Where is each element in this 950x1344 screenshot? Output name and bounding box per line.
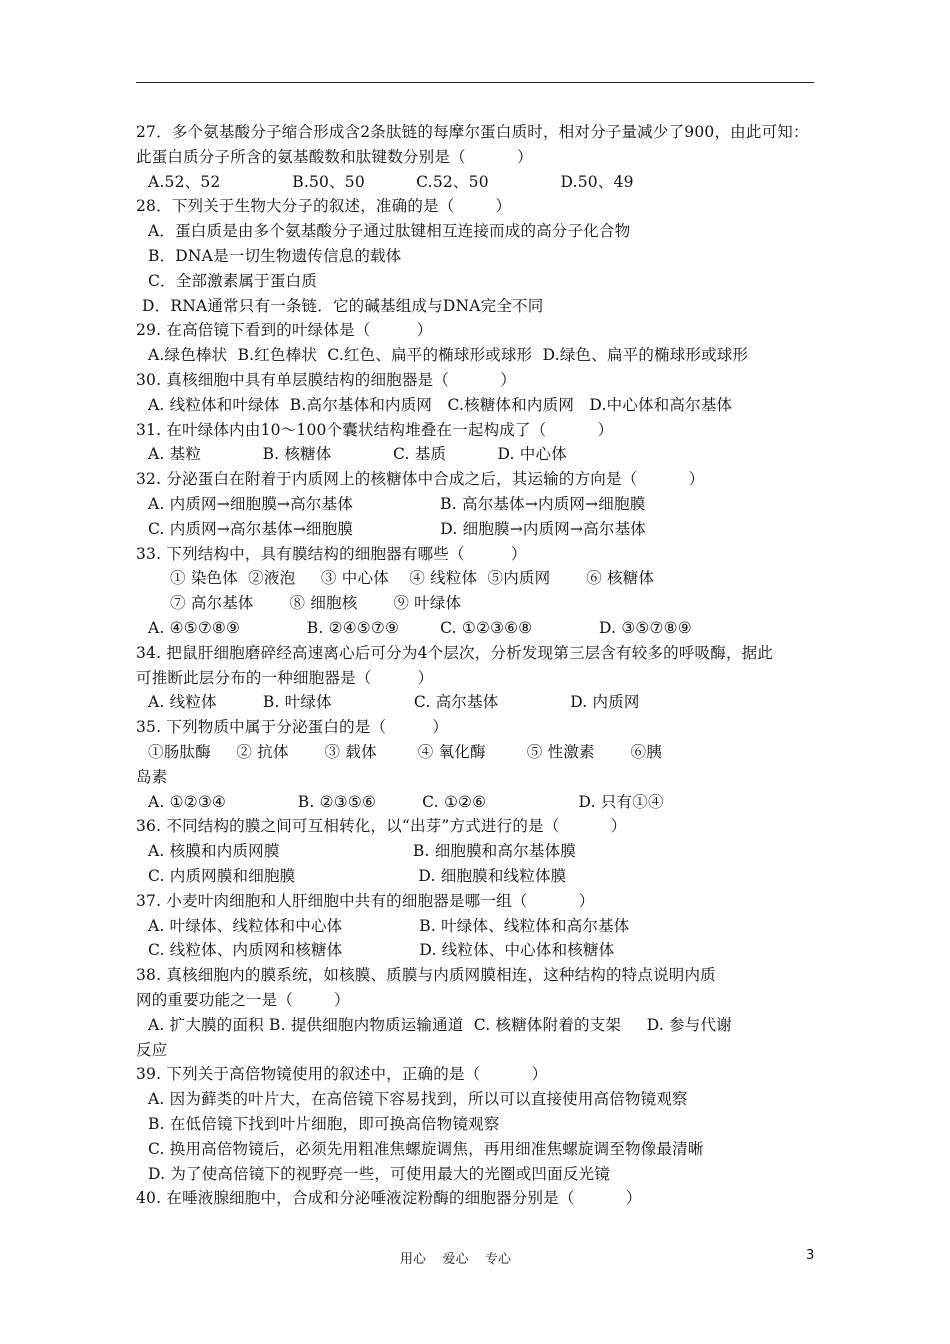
text-line: 29. 在高倍镜下看到的叶绿体是（ ）: [136, 321, 433, 340]
text-line: A.绿色棒状 B.红色棒状 C.红色、扁平的椭球形或球形 D.绿色、扁平的椭球形或球形: [148, 346, 749, 365]
text-line: A. ①②③④ B. ②③⑤⑥ C. ①②⑥ D. 只有①④: [148, 792, 664, 811]
text-line: C. 内质网膜和细胞膜 D. 细胞膜和线粒体膜: [148, 867, 567, 885]
text-line: 网的重要功能之一是（ ）: [136, 991, 350, 1009]
text-line: C. 内质网→高尔基体→细胞膜 D. 细胞膜→内质网→高尔基体: [148, 519, 646, 538]
text-line: 可推断此层分布的一种细胞器是（ ）: [136, 668, 434, 687]
page-footer: 用心 爱心 专心: [400, 1252, 512, 1267]
text-line: C. 换用高倍物镜后，必须先用粗准焦螺旋调焦，再用细准焦螺旋调至物像最清晰: [148, 1139, 704, 1158]
text-line: 31. 在叶绿体内由10～100个囊状结构堆叠在一起构成了（ ）: [136, 420, 614, 439]
text-line: 36. 不同结构的膜之间可互相转化，以“出芽”方式进行的是（ ）: [136, 817, 627, 836]
text-line: A. 核膜和内质网膜 B. 细胞膜和高尔基体膜: [148, 842, 576, 861]
text-line: 反应: [136, 1040, 168, 1059]
text-line: D. 为了使高倍镜下的视野亮一些，可使用最大的光圈或凹面反光镜: [148, 1164, 610, 1183]
text-line: 33. 下列结构中，具有膜结构的细胞器有哪些（ ）: [136, 544, 527, 563]
text-line: 38. 真核细胞内的膜系统，如核膜、质膜与内质网膜相连，这种结构的特点说明内质: [136, 966, 716, 985]
text-line: C. 线粒体、内质网和核糖体 D. 线粒体、中心体和核糖体: [148, 941, 615, 960]
text-line: A. 扩大膜的面积 B. 提供细胞内物质运输通道 C. 核糖体附着的支架 D. 参与代谢: [148, 1015, 732, 1034]
text-line: ⑦ 高尔基体 ⑧ 细胞核 ⑨ 叶绿体: [170, 594, 462, 613]
text-line: B．DNA是一切生物遗传信息的载体: [148, 247, 402, 265]
text-line: A. 内质网→细胞膜→高尔基体 B. 高尔基体→内质网→细胞膜: [148, 495, 646, 513]
text-line: A. 叶绿体、线粒体和中心体 B. 叶绿体、线粒体和高尔基体: [148, 916, 630, 935]
text-line: 37. 小麦叶肉细胞和人肝细胞中共有的细胞器是哪一组（ ）: [136, 891, 595, 910]
page-number: 3: [806, 1248, 815, 1263]
text-line: A. 线粒体和叶绿体 B.高尔基体和内质网 C.核糖体和内质网 D.中心体和高尔基体: [148, 395, 733, 414]
text-line: A. 基粒 B. 核糖体 C. 基质 D. 中心体: [148, 445, 567, 464]
text-line: B. 在低倍镜下找到叶片细胞，即可换高倍物镜观察: [148, 1115, 500, 1133]
text-line: A．蛋白质是由多个氨基酸分子通过肽键相互连接而成的高分子化合物: [148, 222, 631, 241]
text-line: 39. 下列关于高倍物镜使用的叙述中，正确的是（ ）: [136, 1065, 548, 1084]
text-line: 27．多个氨基酸分子缩合形成含2条肽链的每摩尔蛋白质时，相对分子量减少了900，由此可知：: [136, 123, 809, 141]
text-line: 35. 下列物质中属于分泌蛋白的是（ ）: [136, 718, 449, 737]
text-line: A. 因为藓类的叶片大，在高倍镜下容易找到，所以可以直接使用高倍物镜观察: [148, 1090, 688, 1109]
text-line: 32. 分泌蛋白在附着于内质网上的核糖体中合成之后，其运输的方向是（ ）: [136, 470, 705, 489]
text-line: A. 线粒体 B. 叶绿体 C. 高尔基体 D. 内质网: [148, 693, 640, 712]
text-line: 34. 把鼠肝细胞磨碎经高速离心后可分为4个层次，分析发现第三层含有较多的呼吸酶，据此: [136, 643, 774, 662]
text-line: 岛素: [136, 767, 168, 786]
text-line: 此蛋白质分子所含的氨基酸数和肽键数分别是（ ）: [136, 147, 533, 166]
text-line: A.52、52 B.50、50 C.52、50 D.50、49: [148, 172, 634, 191]
text-line: ① 染色体 ②液泡 ③ 中心体 ④ 线粒体 ⑤内质网 ⑥ 核糖体: [170, 569, 655, 588]
text-line: 28．下列关于生物大分子的叙述，准确的是（ ）: [136, 197, 512, 216]
text-line: 30. 真核细胞中具有单层膜结构的细胞器是（ ）: [136, 371, 516, 389]
header-rule: [136, 82, 814, 83]
text-line: C．全部激素属于蛋白质: [148, 271, 318, 290]
text-line: ①肠肽酶 ② 抗体 ③ 载体 ④ 氧化酶 ⑤ 性激素 ⑥胰: [148, 743, 662, 761]
text-line: A. ④⑤⑦⑧⑨ B. ②④⑤⑦⑨ C. ①②③⑥⑧ D. ③⑤⑦⑧⑨: [148, 619, 692, 637]
text-line: 40. 在唾液腺细胞中，合成和分泌唾液淀粉酶的细胞器分别是（ ）: [136, 1189, 642, 1208]
text-line: D．RNA通常只有一条链．它的碱基组成与DNA完全不同: [142, 296, 544, 315]
